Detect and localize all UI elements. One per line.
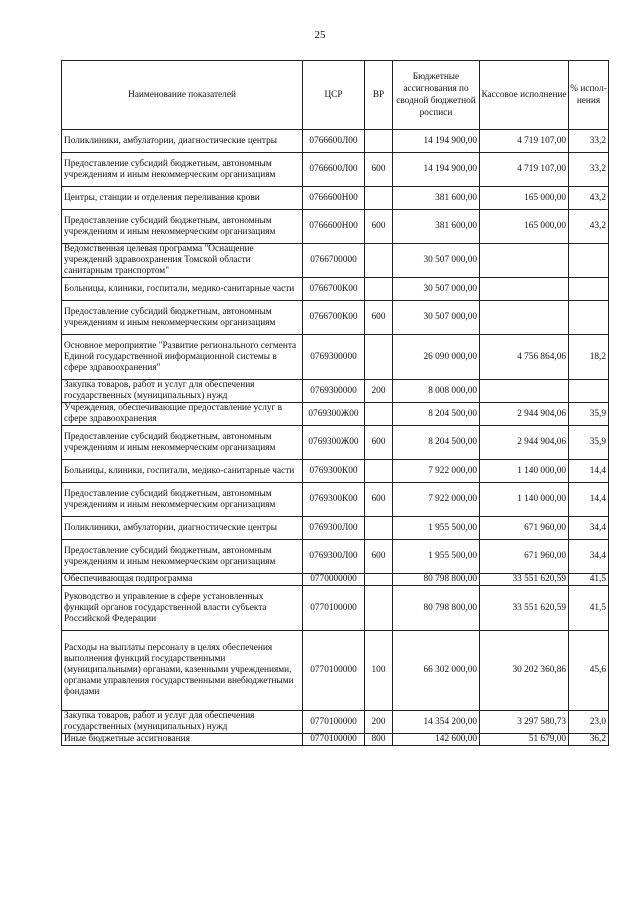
row-assignment-cell: 80 798 800,00 bbox=[393, 586, 480, 631]
row-percent-cell: 41,5 bbox=[569, 586, 609, 631]
row-assignment-cell: 80 798 800,00 bbox=[393, 574, 480, 586]
row-csr-cell: 0769300000 bbox=[303, 335, 365, 380]
row-cash-execution-cell: 51 679,00 bbox=[480, 734, 569, 746]
row-assignment-cell: 7 922 000,00 bbox=[393, 460, 480, 483]
row-cash-execution-cell: 33 551 620,59 bbox=[480, 574, 569, 586]
row-vr-cell bbox=[365, 586, 393, 631]
row-percent-cell: 23,0 bbox=[569, 711, 609, 734]
row-assignment-cell: 1 955 500,00 bbox=[393, 517, 480, 540]
row-assignment-cell: 381 600,00 bbox=[393, 210, 480, 244]
row-name-cell: Поликлиники, амбулатории, диагностические центры bbox=[62, 517, 303, 540]
table-row bbox=[62, 301, 609, 335]
budget-execution-table bbox=[61, 60, 609, 746]
row-csr-cell: 0769300К00 bbox=[303, 483, 365, 517]
row-percent-cell: 14,4 bbox=[569, 460, 609, 483]
table-body bbox=[62, 130, 609, 746]
row-assignment-cell: 30 507 000,00 bbox=[393, 278, 480, 301]
row-percent-cell bbox=[569, 278, 609, 301]
row-percent-cell bbox=[569, 244, 609, 278]
row-cash-execution-cell bbox=[480, 301, 569, 335]
row-assignment-cell: 1 955 500,00 bbox=[393, 540, 480, 574]
row-vr-cell: 200 bbox=[365, 711, 393, 734]
row-csr-cell: 0766600Н00 bbox=[303, 210, 365, 244]
row-csr-cell: 0766600Л00 bbox=[303, 130, 365, 153]
row-percent-cell: 36,2 bbox=[569, 734, 609, 746]
row-assignment-cell: 14 194 900,00 bbox=[393, 130, 480, 153]
row-vr-cell: 600 bbox=[365, 483, 393, 517]
table-row bbox=[62, 540, 609, 574]
row-percent-cell: 14,4 bbox=[569, 483, 609, 517]
row-name-cell: Закупка товаров, работ и услуг для обеспечения государственных (муниципальных) нужд bbox=[62, 711, 303, 734]
row-name-cell: Центры, станции и отделения переливания крови bbox=[62, 187, 303, 210]
row-percent-cell: 43,2 bbox=[569, 187, 609, 210]
row-cash-execution-cell: 671 960,00 bbox=[480, 540, 569, 574]
row-csr-cell: 0766700К00 bbox=[303, 278, 365, 301]
row-assignment-cell: 8 204 500,00 bbox=[393, 426, 480, 460]
row-csr-cell: 0766700000 bbox=[303, 244, 365, 278]
row-assignment-cell: 30 507 000,00 bbox=[393, 301, 480, 335]
row-percent-cell: 35,9 bbox=[569, 403, 609, 426]
row-vr-cell bbox=[365, 460, 393, 483]
table-row bbox=[62, 187, 609, 210]
row-csr-cell: 0766600Л00 bbox=[303, 153, 365, 187]
row-percent-cell: 18,2 bbox=[569, 335, 609, 380]
page-number: 25 bbox=[314, 29, 326, 41]
row-cash-execution-cell bbox=[480, 244, 569, 278]
row-cash-execution-cell: 4 719 107,00 bbox=[480, 153, 569, 187]
row-percent-cell: 35,9 bbox=[569, 426, 609, 460]
column-header-assignments: Бюджетные ассигнования по сводной бюджетной росписи bbox=[393, 61, 480, 130]
row-assignment-cell: 8 008 000,00 bbox=[393, 380, 480, 403]
row-percent-cell: 34,4 bbox=[569, 540, 609, 574]
row-assignment-cell: 7 922 000,00 bbox=[393, 483, 480, 517]
row-name-cell: Поликлиники, амбулатории, диагностические центры bbox=[62, 130, 303, 153]
table-row bbox=[62, 483, 609, 517]
row-name-cell: Больницы, клиники, госпитали, медико-санитарные части bbox=[62, 278, 303, 301]
row-name-cell: Обеспечивающая подпрограмма bbox=[62, 574, 303, 586]
row-vr-cell: 600 bbox=[365, 210, 393, 244]
table-row bbox=[62, 631, 609, 711]
row-name-cell: Больницы, клиники, госпитали, медико-санитарные части bbox=[62, 460, 303, 483]
table-row bbox=[62, 517, 609, 540]
row-csr-cell: 0770100000 bbox=[303, 711, 365, 734]
column-header-csr: ЦСР bbox=[303, 61, 365, 130]
row-name-cell: Закупка товаров, работ и услуг для обеспечения государственных (муниципальных) нужд bbox=[62, 380, 303, 403]
row-assignment-cell: 14 194 900,00 bbox=[393, 153, 480, 187]
row-cash-execution-cell: 2 944 904,06 bbox=[480, 403, 569, 426]
row-cash-execution-cell: 1 140 000,00 bbox=[480, 483, 569, 517]
row-cash-execution-cell: 165 000,00 bbox=[480, 210, 569, 244]
row-cash-execution-cell: 165 000,00 bbox=[480, 187, 569, 210]
row-cash-execution-cell: 2 944 904,06 bbox=[480, 426, 569, 460]
row-name-cell: Ведомственная целевая программа "Оснащение учреждений здравоохранения Томской области санитарным транспортом" bbox=[62, 244, 303, 278]
row-vr-cell bbox=[365, 187, 393, 210]
table-row bbox=[62, 586, 609, 631]
row-percent-cell: 41,5 bbox=[569, 574, 609, 586]
row-name-cell: Предоставление субсидий бюджетным, автономным учреждениям и иным некоммерческим организациям bbox=[62, 153, 303, 187]
row-vr-cell bbox=[365, 517, 393, 540]
row-csr-cell: 0766700К00 bbox=[303, 301, 365, 335]
table-row bbox=[62, 210, 609, 244]
row-vr-cell: 600 bbox=[365, 153, 393, 187]
row-vr-cell bbox=[365, 130, 393, 153]
row-vr-cell bbox=[365, 335, 393, 380]
row-assignment-cell: 14 354 200,00 bbox=[393, 711, 480, 734]
row-vr-cell bbox=[365, 278, 393, 301]
row-percent-cell bbox=[569, 301, 609, 335]
row-assignment-cell: 66 302 000,00 bbox=[393, 631, 480, 711]
row-vr-cell: 600 bbox=[365, 426, 393, 460]
row-csr-cell: 0766600Н00 bbox=[303, 187, 365, 210]
row-csr-cell: 0769300Л00 bbox=[303, 540, 365, 574]
row-csr-cell: 0769300Л00 bbox=[303, 517, 365, 540]
column-header-vr: ВР bbox=[365, 61, 393, 130]
row-name-cell: Предоставление субсидий бюджетным, автономным учреждениям и иным некоммерческим организациям bbox=[62, 540, 303, 574]
column-header-name: Наименование показателей bbox=[62, 61, 303, 130]
row-percent-cell: 33,2 bbox=[569, 130, 609, 153]
row-cash-execution-cell bbox=[480, 380, 569, 403]
row-assignment-cell: 26 090 000,00 bbox=[393, 335, 480, 380]
row-percent-cell: 45,6 bbox=[569, 631, 609, 711]
row-vr-cell bbox=[365, 574, 393, 586]
row-vr-cell bbox=[365, 403, 393, 426]
row-cash-execution-cell: 1 140 000,00 bbox=[480, 460, 569, 483]
row-name-cell: Учреждения, обеспечивающие предоставление услуг в сфере здравоохранения bbox=[62, 403, 303, 426]
row-cash-execution-cell: 33 551 620,59 bbox=[480, 586, 569, 631]
row-assignment-cell: 8 204 500,00 bbox=[393, 403, 480, 426]
row-name-cell: Предоставление субсидий бюджетным, автономным учреждениям и иным некоммерческим организациям bbox=[62, 483, 303, 517]
table-row bbox=[62, 335, 609, 380]
column-header-cash-execution: Кассовое исполнение bbox=[480, 61, 569, 130]
row-cash-execution-cell: 30 202 360,86 bbox=[480, 631, 569, 711]
row-name-cell: Иные бюджетные ассигнования bbox=[62, 734, 303, 746]
table-row bbox=[62, 711, 609, 734]
row-assignment-cell: 142 600,00 bbox=[393, 734, 480, 746]
table-header-row bbox=[62, 61, 609, 130]
row-name-cell: Расходы на выплаты персоналу в целях обеспечения выполнения функций государственными (муниципальными) органами, казенными учреждениями, органами управления государственными внебюджетными фондами bbox=[62, 631, 303, 711]
row-percent-cell: 33,2 bbox=[569, 153, 609, 187]
row-csr-cell: 0770100000 bbox=[303, 734, 365, 746]
row-csr-cell: 0769300Ж00 bbox=[303, 403, 365, 426]
table-row bbox=[62, 574, 609, 586]
table-row bbox=[62, 153, 609, 187]
column-header-percent: % испол-нения bbox=[569, 61, 609, 130]
row-vr-cell: 200 bbox=[365, 380, 393, 403]
row-csr-cell: 0769300000 bbox=[303, 380, 365, 403]
table-row bbox=[62, 460, 609, 483]
row-vr-cell: 600 bbox=[365, 540, 393, 574]
row-name-cell: Предоставление субсидий бюджетным, автономным учреждениям и иным некоммерческим организациям bbox=[62, 210, 303, 244]
table-row bbox=[62, 734, 609, 746]
row-csr-cell: 0769300Ж00 bbox=[303, 426, 365, 460]
row-cash-execution-cell: 4 756 864,06 bbox=[480, 335, 569, 380]
row-vr-cell bbox=[365, 244, 393, 278]
row-vr-cell: 800 bbox=[365, 734, 393, 746]
table-row bbox=[62, 278, 609, 301]
row-vr-cell: 600 bbox=[365, 301, 393, 335]
row-percent-cell: 43,2 bbox=[569, 210, 609, 244]
row-cash-execution-cell: 671 960,00 bbox=[480, 517, 569, 540]
row-percent-cell bbox=[569, 380, 609, 403]
row-csr-cell: 0769300К00 bbox=[303, 460, 365, 483]
row-name-cell: Основное мероприятие "Развитие регионального сегмента Единой государственной информационной системы в сфере здравоохранения" bbox=[62, 335, 303, 380]
row-cash-execution-cell: 3 297 580,73 bbox=[480, 711, 569, 734]
row-name-cell: Руководство и управление в сфере установленных функций органов государственной власти субъекта Российской Федерации bbox=[62, 586, 303, 631]
row-assignment-cell: 381 600,00 bbox=[393, 187, 480, 210]
row-csr-cell: 0770100000 bbox=[303, 631, 365, 711]
table-row bbox=[62, 244, 609, 278]
table-row bbox=[62, 380, 609, 403]
row-vr-cell: 100 bbox=[365, 631, 393, 711]
row-name-cell: Предоставление субсидий бюджетным, автономным учреждениям и иным некоммерческим организациям bbox=[62, 301, 303, 335]
row-cash-execution-cell: 4 719 107,00 bbox=[480, 130, 569, 153]
table-row bbox=[62, 403, 609, 426]
table-row bbox=[62, 426, 609, 460]
row-csr-cell: 0770000000 bbox=[303, 574, 365, 586]
row-name-cell: Предоставление субсидий бюджетным, автономным учреждениям и иным некоммерческим организациям bbox=[62, 426, 303, 460]
row-cash-execution-cell bbox=[480, 278, 569, 301]
row-percent-cell: 34,4 bbox=[569, 517, 609, 540]
row-assignment-cell: 30 507 000,00 bbox=[393, 244, 480, 278]
table-row bbox=[62, 130, 609, 153]
row-csr-cell: 0770100000 bbox=[303, 586, 365, 631]
